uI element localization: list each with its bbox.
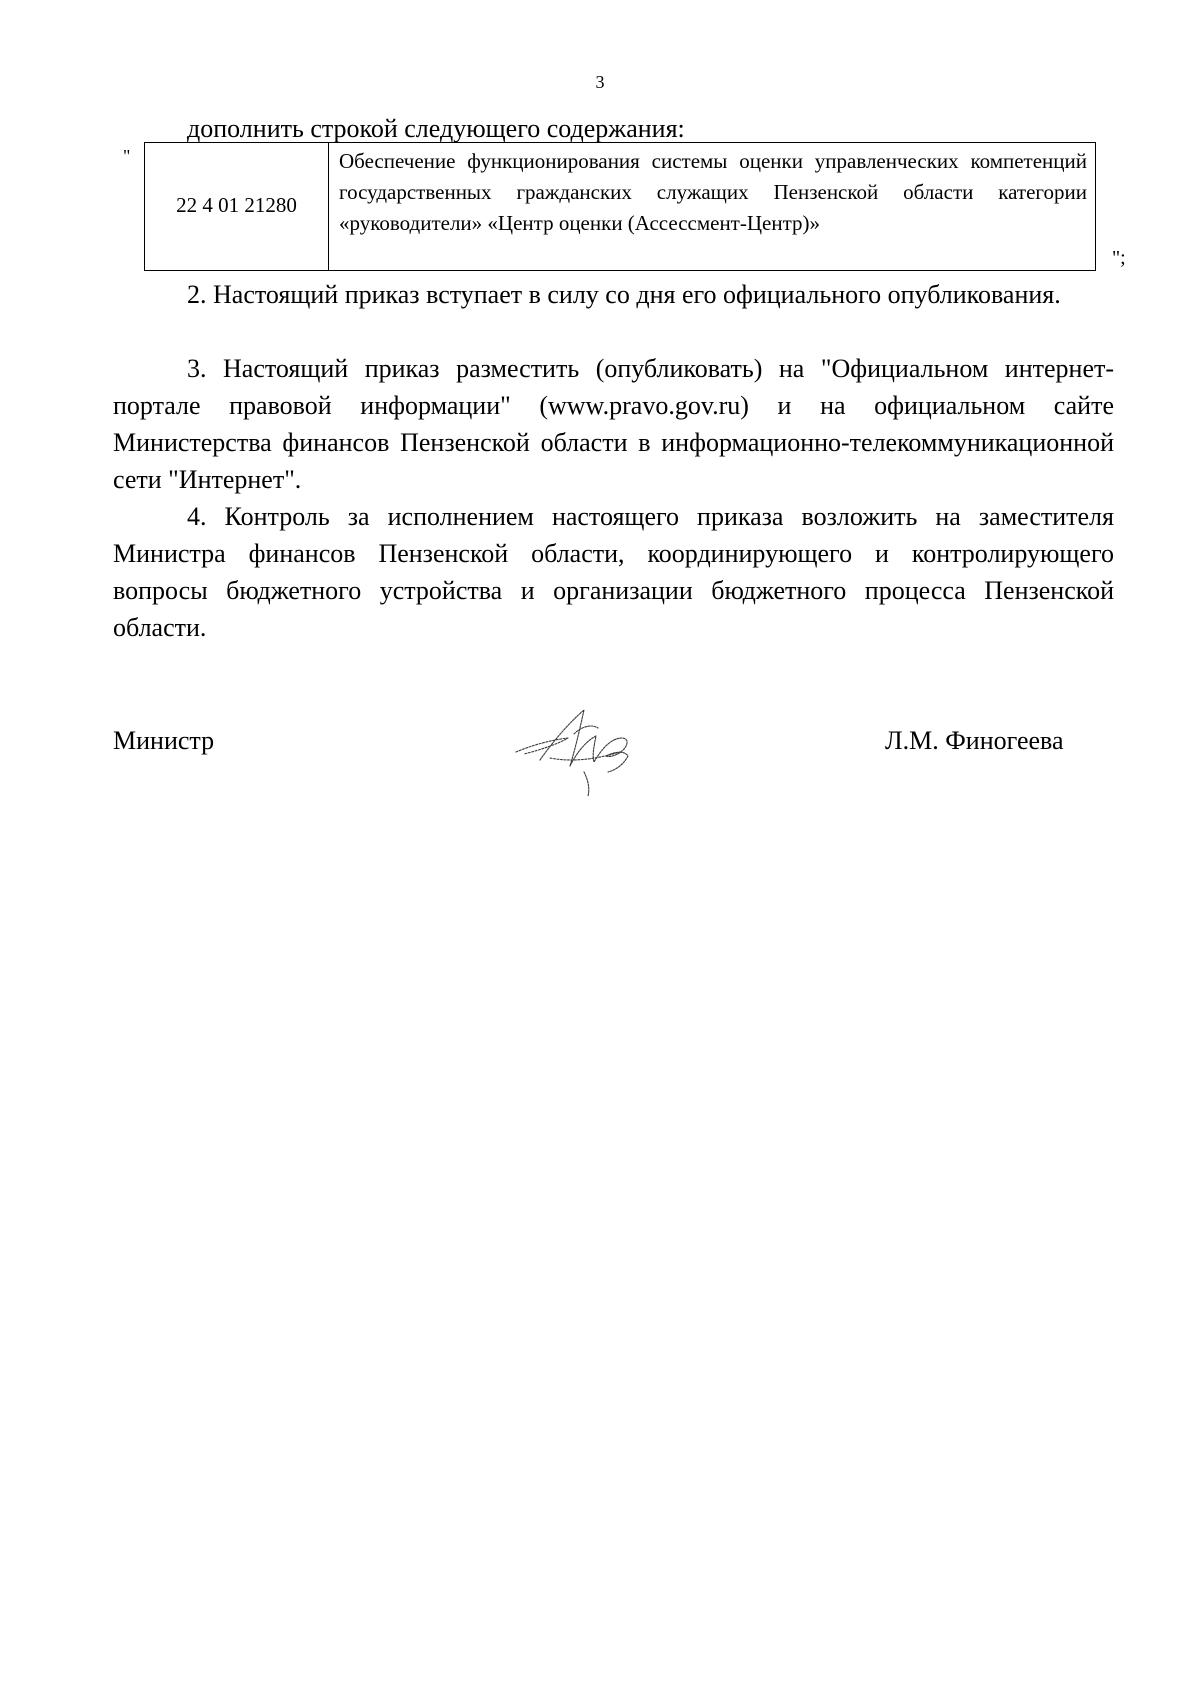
intro-line: дополнить строкой следующего содержания:	[187, 114, 685, 143]
budget-code-cell: 22 4 01 21280	[145, 143, 329, 271]
table-quote-open: "	[123, 146, 131, 166]
signatory-title: Министр	[113, 726, 215, 755]
table-quote-close: ";	[1112, 247, 1126, 269]
paragraph-2: 2. Настоящий приказ вступает в силу со дня его официального опубликования.	[187, 280, 1061, 309]
page-number: 3	[595, 72, 605, 92]
paragraph-3: 3. Настоящий приказ разместить (опубликовать) на "Официальном интернет-портале правовой информации" (www.pravo.gov.ru) и на официальном сайте Министерства финансов Пензенской области в информационно-телекоммуникационной сети "Интернет".	[113, 354, 1114, 494]
signatory-name: Л.М. Финогеева	[885, 726, 1064, 755]
handwritten-signature	[510, 700, 660, 800]
amendment-table	[144, 142, 1096, 271]
paragraph-4: 4. Контроль за исполнением настоящего приказа возложить на заместителя Министра финансов Пензенской области, координирующего и контролирующего вопросы бюджетного устройства и организации бюджетного процесса Пензенской области.	[113, 502, 1114, 642]
table-row	[145, 143, 1096, 271]
description-cell: Обеспечение функционирования системы оценки управленческих компетенций государственных гражданских служащих Пензенской области категории «руководители» «Центр оценки (Ассессмент-Центр)»	[329, 143, 1096, 271]
